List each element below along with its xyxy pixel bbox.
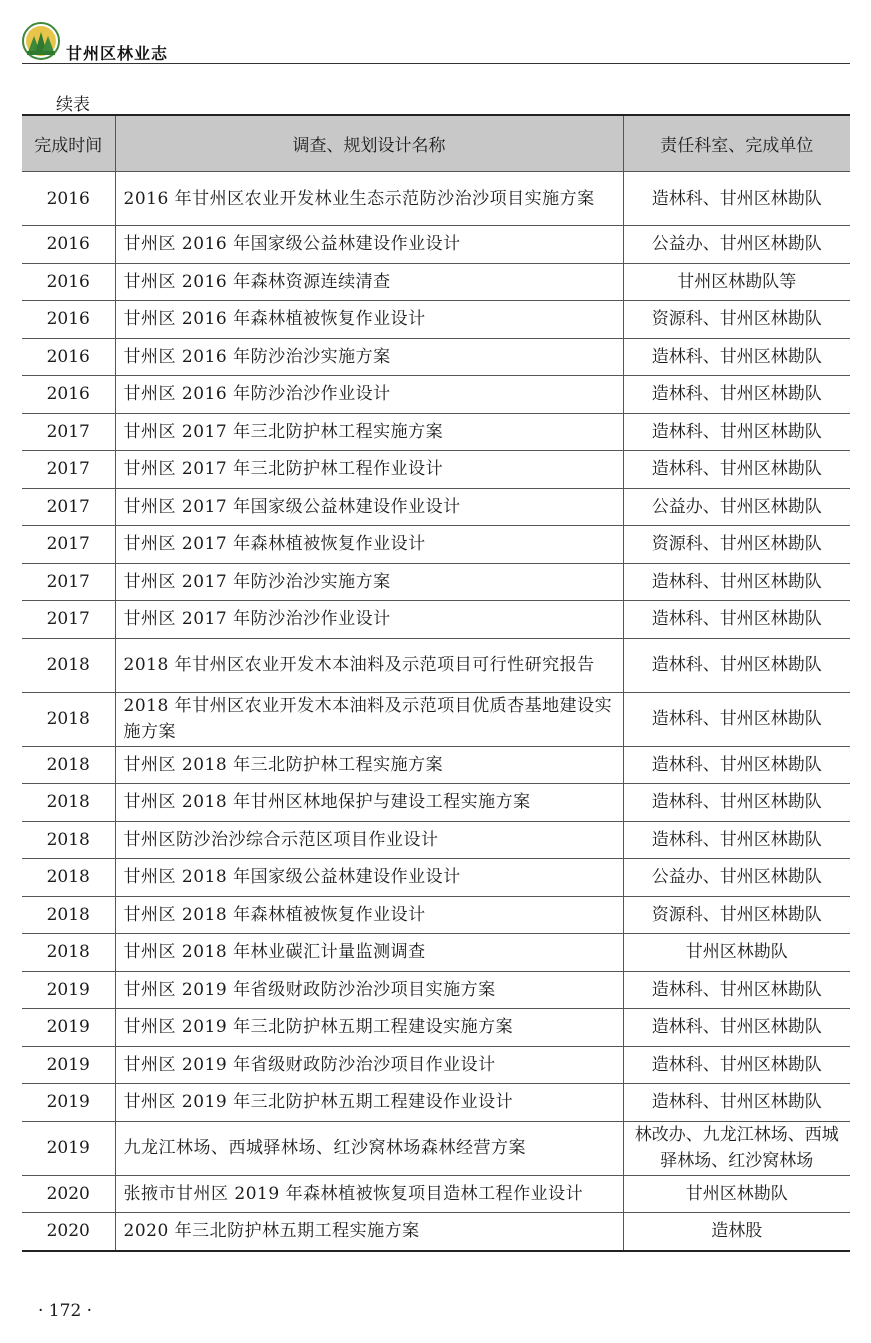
year-cell: 2016: [22, 226, 115, 264]
column-header-unit: 责任科室、完成单位: [623, 115, 850, 172]
unit-cell: 造林科、甘州区林勘队: [623, 1009, 850, 1047]
table-row: [22, 172, 850, 226]
year-cell: 2019: [22, 1121, 115, 1175]
year-cell: 2018: [22, 784, 115, 822]
name-cell: 甘州区 2016 年国家级公益林建设作业设计: [115, 226, 623, 264]
year-cell: 2018: [22, 746, 115, 784]
unit-cell: 造林科、甘州区林勘队: [623, 413, 850, 451]
year-cell: 2019: [22, 1046, 115, 1084]
table-row: [22, 226, 850, 264]
unit-cell: 造林科、甘州区林勘队: [623, 638, 850, 692]
table-header-row: [22, 115, 850, 172]
table-body: [22, 172, 850, 1251]
unit-cell: 造林科、甘州区林勘队: [623, 692, 850, 746]
year-cell: 2017: [22, 563, 115, 601]
table-row: [22, 563, 850, 601]
book-title: 甘州区林业志: [66, 44, 169, 63]
name-cell: 甘州区 2016 年森林植被恢复作业设计: [115, 301, 623, 339]
page-header: [22, 22, 850, 62]
unit-cell: 林改办、九龙江林场、西城驿林场、红沙窝林场: [623, 1121, 850, 1175]
name-cell: 甘州区 2016 年防沙治沙实施方案: [115, 338, 623, 376]
table-row: [22, 1213, 850, 1251]
table-row: [22, 638, 850, 692]
name-cell: 甘州区 2018 年森林植被恢复作业设计: [115, 896, 623, 934]
table-row: [22, 746, 850, 784]
year-cell: 2017: [22, 451, 115, 489]
unit-cell: 造林科、甘州区林勘队: [623, 601, 850, 639]
unit-cell: 甘州区林勘队等: [623, 263, 850, 301]
year-cell: 2019: [22, 971, 115, 1009]
name-cell: 甘州区 2017 年三北防护林工程实施方案: [115, 413, 623, 451]
unit-cell: 造林科、甘州区林勘队: [623, 971, 850, 1009]
name-cell: 甘州区 2017 年三北防护林工程作业设计: [115, 451, 623, 489]
year-cell: 2016: [22, 376, 115, 414]
year-cell: 2017: [22, 413, 115, 451]
unit-cell: 造林科、甘州区林勘队: [623, 746, 850, 784]
table-row: [22, 1121, 850, 1175]
table-row: [22, 692, 850, 746]
table-row: [22, 1084, 850, 1122]
unit-cell: 资源科、甘州区林勘队: [623, 526, 850, 564]
table-row: [22, 376, 850, 414]
unit-cell: 资源科、甘州区林勘队: [623, 896, 850, 934]
table-row: [22, 784, 850, 822]
unit-cell: 造林科、甘州区林勘队: [623, 376, 850, 414]
table-row: [22, 488, 850, 526]
unit-cell: 造林科、甘州区林勘队: [623, 784, 850, 822]
name-cell: 甘州区 2019 年省级财政防沙治沙项目作业设计: [115, 1046, 623, 1084]
survey-design-table: [22, 114, 850, 1252]
year-cell: 2019: [22, 1009, 115, 1047]
unit-cell: 资源科、甘州区林勘队: [623, 301, 850, 339]
table-row: [22, 601, 850, 639]
column-header-name: 调查、规划设计名称: [115, 115, 623, 172]
unit-cell: 公益办、甘州区林勘队: [623, 226, 850, 264]
table-row: [22, 821, 850, 859]
year-cell: 2017: [22, 526, 115, 564]
unit-cell: 造林股: [623, 1213, 850, 1251]
year-cell: 2016: [22, 338, 115, 376]
name-cell: 甘州区 2019 年省级财政防沙治沙项目实施方案: [115, 971, 623, 1009]
name-cell: 甘州区 2017 年森林植被恢复作业设计: [115, 526, 623, 564]
year-cell: 2016: [22, 172, 115, 226]
year-cell: 2017: [22, 488, 115, 526]
page-number: · 172 ·: [38, 1301, 93, 1321]
year-cell: 2018: [22, 859, 115, 897]
table-row: [22, 263, 850, 301]
unit-cell: 甘州区林勘队: [623, 934, 850, 972]
unit-cell: 公益办、甘州区林勘队: [623, 859, 850, 897]
name-cell: 甘州区 2018 年林业碳汇计量监测调查: [115, 934, 623, 972]
table-row: [22, 1175, 850, 1213]
name-cell: 甘州区 2017 年防沙治沙实施方案: [115, 563, 623, 601]
unit-cell: 造林科、甘州区林勘队: [623, 451, 850, 489]
table-row: [22, 934, 850, 972]
table-row: [22, 451, 850, 489]
year-cell: 2018: [22, 638, 115, 692]
unit-cell: 造林科、甘州区林勘队: [623, 563, 850, 601]
name-cell: 甘州区 2017 年防沙治沙作业设计: [115, 601, 623, 639]
year-cell: 2018: [22, 934, 115, 972]
name-cell: 甘州区防沙治沙综合示范区项目作业设计: [115, 821, 623, 859]
table-row: [22, 859, 850, 897]
name-cell: 2018 年甘州区农业开发木本油料及示范项目可行性研究报告: [115, 638, 623, 692]
header-divider: [22, 63, 850, 64]
year-cell: 2017: [22, 601, 115, 639]
year-cell: 2020: [22, 1213, 115, 1251]
year-cell: 2018: [22, 692, 115, 746]
year-cell: 2020: [22, 1175, 115, 1213]
table-row: [22, 896, 850, 934]
name-cell: 甘州区 2017 年国家级公益林建设作业设计: [115, 488, 623, 526]
table-row: [22, 301, 850, 339]
unit-cell: 造林科、甘州区林勘队: [623, 1046, 850, 1084]
name-cell: 甘州区 2016 年防沙治沙作业设计: [115, 376, 623, 414]
table-row: [22, 338, 850, 376]
forest-emblem-icon: [22, 22, 60, 60]
name-cell: 甘州区 2018 年国家级公益林建设作业设计: [115, 859, 623, 897]
name-cell: 甘州区 2019 年三北防护林五期工程建设实施方案: [115, 1009, 623, 1047]
unit-cell: 造林科、甘州区林勘队: [623, 338, 850, 376]
table-row: [22, 1046, 850, 1084]
unit-cell: 公益办、甘州区林勘队: [623, 488, 850, 526]
unit-cell: 造林科、甘州区林勘队: [623, 1084, 850, 1122]
name-cell: 九龙江林场、西城驿林场、红沙窝林场森林经营方案: [115, 1121, 623, 1175]
name-cell: 2016 年甘州区农业开发林业生态示范防沙治沙项目实施方案: [115, 172, 623, 226]
unit-cell: 甘州区林勘队: [623, 1175, 850, 1213]
name-cell: 2018 年甘州区农业开发木本油料及示范项目优质杏基地建设实施方案: [115, 692, 623, 746]
year-cell: 2016: [22, 263, 115, 301]
table-row: [22, 971, 850, 1009]
name-cell: 甘州区 2018 年三北防护林工程实施方案: [115, 746, 623, 784]
table-row: [22, 413, 850, 451]
table-row: [22, 526, 850, 564]
name-cell: 2020 年三北防护林五期工程实施方案: [115, 1213, 623, 1251]
continued-label: 续表: [56, 95, 90, 115]
year-cell: 2018: [22, 821, 115, 859]
year-cell: 2018: [22, 896, 115, 934]
name-cell: 甘州区 2019 年三北防护林五期工程建设作业设计: [115, 1084, 623, 1122]
table-row: [22, 1009, 850, 1047]
column-header-year: 完成时间: [22, 115, 115, 172]
unit-cell: 造林科、甘州区林勘队: [623, 821, 850, 859]
year-cell: 2016: [22, 301, 115, 339]
name-cell: 甘州区 2018 年甘州区林地保护与建设工程实施方案: [115, 784, 623, 822]
name-cell: 甘州区 2016 年森林资源连续清查: [115, 263, 623, 301]
year-cell: 2019: [22, 1084, 115, 1122]
name-cell: 张掖市甘州区 2019 年森林植被恢复项目造林工程作业设计: [115, 1175, 623, 1213]
unit-cell: 造林科、甘州区林勘队: [623, 172, 850, 226]
